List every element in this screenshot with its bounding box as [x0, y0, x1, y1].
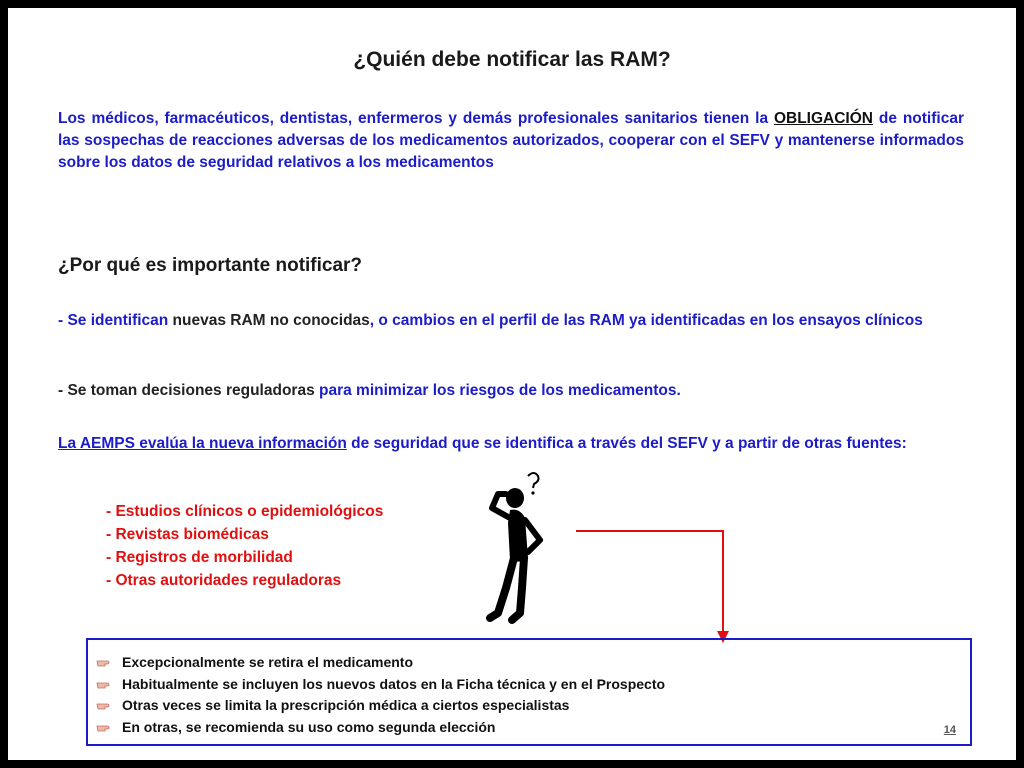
pointing-hand-icon: [96, 723, 114, 732]
outcome-text: Otras veces se limita la prescripción médica a ciertos especialistas: [122, 697, 570, 713]
slide-title: ¿Quién debe notificar las RAM?: [353, 48, 671, 71]
slide: [8, 8, 1016, 760]
outcome-text: Habitualmente se incluyen los nuevos datos en la Ficha técnica y en el Prospecto: [122, 675, 666, 692]
aemps-link[interactable]: La AEMPS evalúa la nueva información: [58, 435, 347, 452]
outcome-item: [96, 695, 970, 717]
outcome-text: En otras, se recomienda su uso como segunda elección: [122, 718, 496, 735]
point-identify: [58, 310, 982, 332]
outcomes-box: [86, 638, 972, 746]
intro-text-1: Los médicos, farmacéuticos, dentistas, enfermeros y demás profesionales sanitarios tienen la: [58, 110, 774, 127]
obligacion-word: OBLIGACIÓN: [773, 110, 873, 127]
pointing-hand-icon: [96, 680, 114, 689]
source-item: - Revistas biomédicas: [106, 526, 269, 543]
source-item: - Estudios clínicos o epidemiológicos: [106, 503, 384, 520]
page-number: 14: [943, 724, 956, 736]
pointing-hand-icon: [96, 701, 114, 710]
aemps-rest: de seguridad que se identifica a través del SEFV y a partir de otras fuentes:: [346, 435, 907, 452]
source-item: - Otras autoridades reguladoras: [106, 572, 342, 589]
point-identify-a: - Se identifican: [58, 312, 169, 329]
red-arrow-connector: [568, 523, 748, 648]
point-decisions-a: - Se toman decisiones reguladoras: [58, 382, 315, 399]
outcomes-list: [96, 652, 970, 738]
thinking-person-icon: [470, 468, 560, 628]
intro-paragraph: [58, 108, 964, 174]
pointing-hand-icon: [96, 658, 114, 667]
source-item: - Registros de morbilidad: [106, 549, 293, 566]
point-decisions-b: para minimizar los riesgos de los medicamentos.: [314, 382, 681, 399]
aemps-paragraph: [58, 433, 982, 455]
outcome-item: [96, 652, 970, 674]
outcome-text: Excepcionalmente se retira el medicamento: [122, 654, 414, 670]
intro-text-2: de notificar las sospechas de reacciones adversas de los medicamentos autorizados, cooperar con el SEFV y mantenerse informados sobre los datos de seguridad relativos a los medicamentos: [58, 110, 964, 171]
outcome-item: [96, 674, 970, 696]
sources-list: [106, 500, 383, 592]
point-identify-c: , o cambios en el perfil de las RAM ya identificadas en los ensayos clínicos: [369, 312, 923, 329]
point-decisions: [58, 380, 982, 402]
section-heading: ¿Por qué es importante notificar?: [58, 255, 363, 276]
outcome-item: [96, 717, 970, 739]
point-identify-b: nuevas RAM no conocidas: [168, 312, 370, 329]
